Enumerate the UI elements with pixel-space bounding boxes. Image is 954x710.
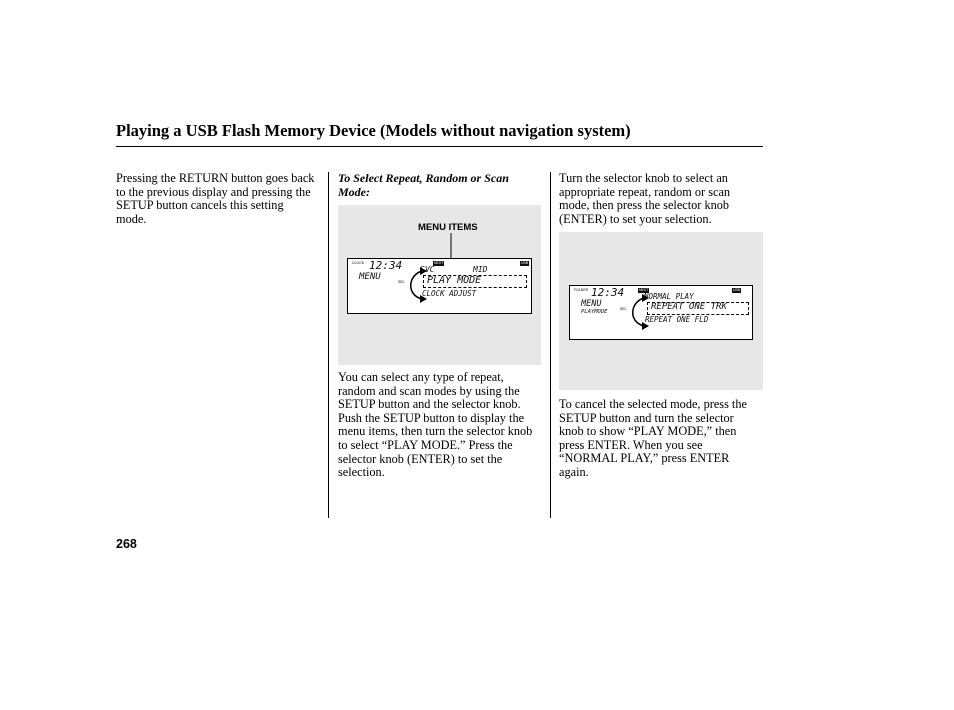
next-badge: NEXT <box>434 261 444 265</box>
title-rule <box>116 146 763 147</box>
usb-badge: USB <box>733 288 741 292</box>
lcd-submenu: PLAYMODE <box>581 309 608 315</box>
lcd-time: 12:34 <box>369 259 403 272</box>
clock-label: CLOCK <box>352 261 365 265</box>
menu-items-callout: MENU ITEMS <box>418 222 478 233</box>
lcd-item-normal-play: NORMAL PLAY <box>644 292 694 301</box>
page-title: Playing a USB Flash Memory Device (Models without navigation system) <box>116 121 631 140</box>
lcd-item-play-mode: PLAY MODE <box>427 275 482 286</box>
page-number: 268 <box>116 537 137 551</box>
lcd-display <box>347 258 532 314</box>
col3-text-bottom: To cancel the selected mode, press the SETUP button and turn the selector knob to show “PLAY MODE,” then press ENTER. When you see “NORMAL PLAY,” press ENTER again. <box>559 397 747 479</box>
lcd-display <box>569 285 753 340</box>
column-divider-right <box>550 172 551 518</box>
usb-badge: USB <box>521 261 529 265</box>
col3-text-top: Turn the selector knob to select an appropriate repeat, random or scan mode, then press the selector knob (ENTER) to set your selection. <box>559 171 731 226</box>
next-badge: NEXT <box>639 288 649 292</box>
lcd-item-mid: MID <box>473 265 488 274</box>
lcd-item-repeat-one-trk: REPEAT ONE TRK <box>651 302 727 312</box>
column-divider-left <box>328 172 329 518</box>
col1-text: Pressing the RETURN button goes back to the previous display and pressing the SETUP button cancels this setting mode. <box>116 171 315 226</box>
lcd-item-clock-adjust: CLOCK ADJUST <box>422 289 477 298</box>
lcd-item-repeat-one-fld: REPEAT ONE FLD <box>645 315 709 324</box>
sel-label: SEL <box>620 307 627 311</box>
lcd-time: 12:34 <box>591 286 625 299</box>
lcd-item-svc: SVC <box>420 265 435 274</box>
sel-label: SEL <box>398 280 405 284</box>
section-subheading: To Select Repeat, Random or Scan Mode: <box>338 171 509 199</box>
display-figure-playmode <box>559 232 763 390</box>
lcd-menu: MENU <box>581 299 602 309</box>
folder-label: FOLDER <box>574 288 589 292</box>
display-figure-menu <box>338 205 541 365</box>
lcd-menu: MENU <box>359 272 381 282</box>
col2-text: You can select any type of repeat, random and scan modes by using the SETUP button and the selector knob. Push the SETUP button to display the menu items, then turn the selector knob to select “PLAY MODE.” Press the selector knob (ENTER) to set the selection. <box>338 370 533 480</box>
